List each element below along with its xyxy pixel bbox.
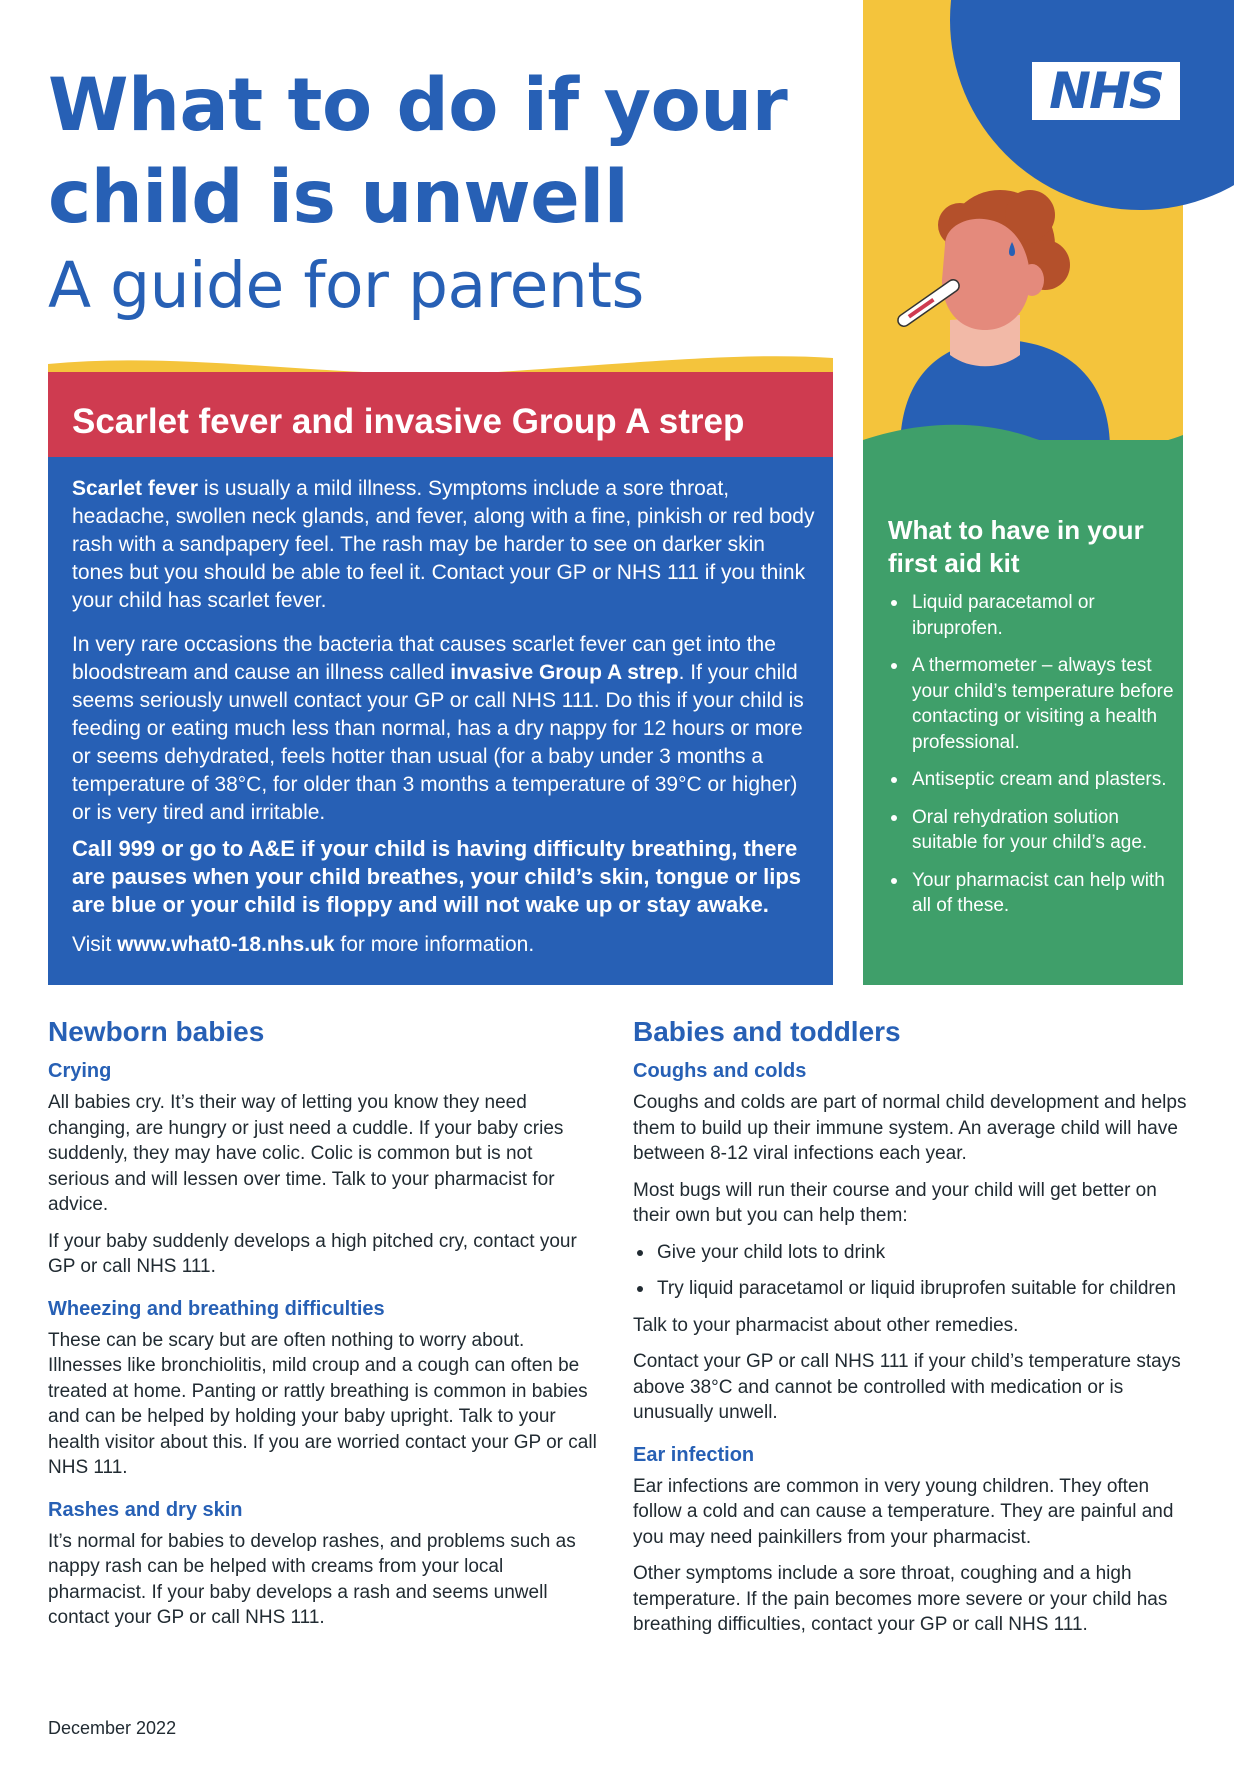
scarlet-fever-title: Scarlet fever and invasive Group A strep — [72, 402, 745, 441]
crying-heading: Crying — [48, 1060, 112, 1082]
coughs-heading: Coughs and colds — [633, 1060, 807, 1082]
newborn-section — [48, 1015, 598, 1631]
first-aid-item: A thermometer – always test your child’s temperature before contacting or visiting a health professional. — [888, 653, 1178, 755]
wheezing-paragraph: These can be scary but are often nothing to worry about. Illnesses like bronchiolitis, mild croup and a cough can often be treated at home. Panting or rattly breathing is common in babies and can be helped by holding your baby upright. Talk to your health visitor about this. If you are worried contact your GP or call NHS 111. — [48, 1329, 597, 1478]
first-aid-title: What to have in your first aid kit — [888, 515, 1144, 578]
first-aid-item: Antiseptic cream and plasters. — [888, 767, 1178, 793]
toddlers-heading: Babies and toddlers — [633, 1016, 901, 1047]
ear-infection-paragraph-2: Other symptoms include a sore throat, coughing and a high temperature. If the pain becomes more severe or your child has breathing difficulties, contact your GP or call NHS 111. — [633, 1563, 1168, 1635]
first-aid-item: Liquid paracetamol or ibruprofen. — [888, 590, 1178, 641]
first-aid-item: Oral rehydration solution suitable for your child’s age. — [888, 805, 1178, 856]
ear-infection-paragraph: Ear infections are common in very young children. They often follow a cold and can cause a temperature. They are painful and you may need painkillers from your pharmacist. — [633, 1475, 1174, 1548]
publication-date: December 2022 — [48, 1718, 177, 1738]
page-subtitle: A guide for parents — [48, 249, 644, 322]
first-aid-list — [888, 590, 1178, 931]
coughs-paragraph: Coughs and colds are part of normal child development and helps them to build up their immune system. An average child will have between 8-12 viral infections each year. — [633, 1092, 1187, 1164]
page-title: What to do if your child is unwell — [48, 63, 788, 240]
wheezing-heading: Wheezing and breathing difficulties — [48, 1297, 385, 1320]
scarlet-fever-paragraph: Scarlet fever is usually a mild illness. Symptoms include a sore throat, headache, swollen neck glands, and fever, along with a fine, pinkish or red body rash with a sandpapery feel. The rash may be harder to see on darker skin tones but you should be able to feel it. Contact your GP or NHS 111 if you think your child has scarlet fever. — [72, 477, 815, 612]
website-link[interactable]: www.what0-18.nhs.uk — [117, 933, 335, 956]
first-aid-item: Your pharmacist can help with all of these. — [888, 868, 1178, 919]
remedies-paragraph: Talk to your pharmacist about other remedies. — [633, 1314, 1019, 1336]
rashes-heading: Rashes and dry skin — [48, 1498, 243, 1521]
nhs-logo: NHS — [1032, 62, 1180, 120]
coughs-bullet: Try liquid paracetamol or liquid ibruprofen suitable for children — [633, 1276, 1188, 1302]
emergency-warning: Call 999 or go to A&E if your child is having difficulty breathing, there are pauses when your child breathes, your child’s skin, tongue or lips are blue or your child is floppy and will not wake up or stay awake. — [72, 836, 802, 917]
ear-infection-heading: Ear infection — [633, 1443, 755, 1466]
visit-website-text: Visit www.what0-18.nhs.uk for more information. — [72, 933, 535, 956]
coughs-bullet: Give your child lots to drink — [633, 1240, 1188, 1266]
child-with-thermometer-illustration — [880, 190, 1120, 450]
crying-paragraph-2: If your baby suddenly develops a high pitched cry, contact your GP or call NHS 111. — [48, 1230, 577, 1277]
newborn-heading: Newborn babies — [48, 1016, 265, 1047]
toddlers-section — [633, 1015, 1188, 1638]
invasive-strep-paragraph: In very rare occasions the bacteria that causes scarlet fever can get into the bloodstream and cause an illness called invasive Group A strep. If your child seems seriously unwell contact your GP or call NHS 111. Do this if your child is feeding or eating much less than normal, has a dry nappy for 12 hours or more or seems dehydrated, feels hotter than usual (for a baby under 3 months a temperature of 38°C, for older than 3 months a temperature of 39°C or higher) or is very tired and irritable. — [72, 633, 804, 824]
crying-paragraph: All babies cry. It’s their way of letting you know they need changing, are hungry or just need a cuddle. If your baby cries suddenly, they may have colic. Colic is common but is not serious and will lessen over time. Talk to your pharmacist for advice. — [48, 1092, 564, 1215]
rashes-paragraph: It’s normal for babies to develop rashes, and problems such as nappy rash can be helped with creams from your local pharmacist. If your baby develops a rash and seems unwell contact your GP or call NHS 111. — [48, 1530, 576, 1628]
temperature-paragraph: Contact your GP or call NHS 111 if your child’s temperature stays above 38°C and cannot be controlled with medication or is unusually unwell. — [633, 1351, 1181, 1423]
coughs-paragraph-2: Most bugs will run their course and your child will get better on their own but you can help them: — [633, 1179, 1157, 1226]
